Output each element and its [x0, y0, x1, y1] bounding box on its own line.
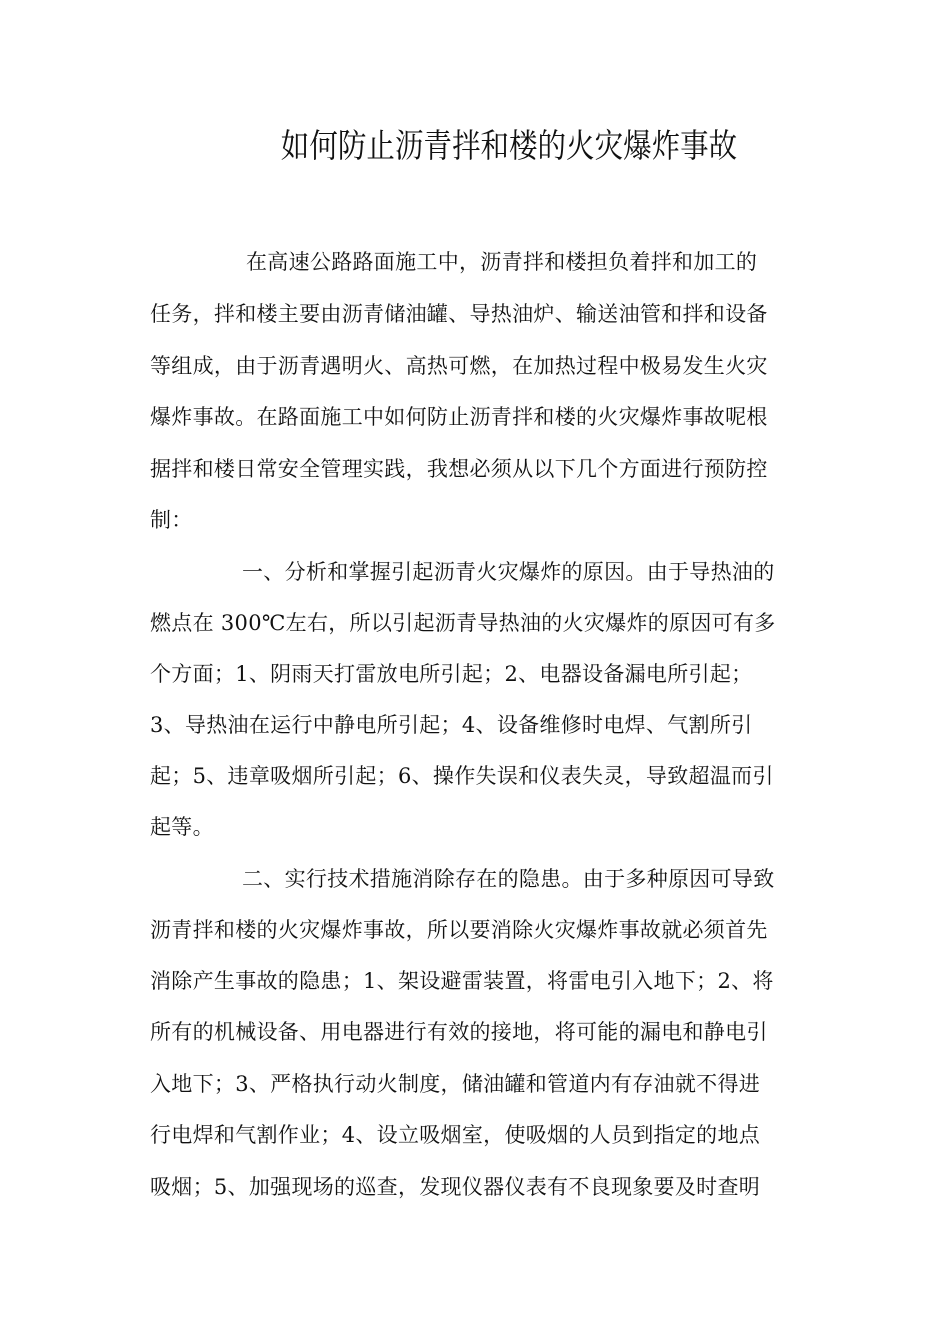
paragraph-line: 吸烟；5、加强现场的巡查，发现仪器仪表有不良现象要及时查明: [150, 1175, 761, 1199]
paragraph-line: 消除产生事故的隐患；1、架设避雷装置，将雷电引入地下；2、将: [150, 969, 774, 993]
paragraph-line: 起等。: [150, 815, 214, 839]
paragraph-line: 所有的机械设备、用电器进行有效的接地，将可能的漏电和静电引: [150, 1020, 768, 1044]
paragraph-line: 等组成，由于沥青遇明火、高热可燃，在加热过程中极易发生火灾: [150, 354, 768, 378]
paragraph-line: 沥青拌和楼的火灾爆炸事故，所以要消除火灾爆炸事故就必须首先: [150, 918, 768, 942]
paragraph-line: 据拌和楼日常安全管理实践，我想必须从以下几个方面进行预防控: [150, 457, 768, 481]
paragraph-line: 二、实行技术措施消除存在的隐患。由于多种原因可导致: [242, 867, 775, 891]
paragraph-line: 入地下；3、严格执行动火制度，储油罐和管道内有存油就不得进: [150, 1072, 761, 1096]
paragraph-line: 行电焊和气割作业；4、设立吸烟室，使吸烟的人员到指定的地点: [150, 1123, 761, 1147]
paragraph-line: 3、导热油在运行中静电所引起；4、设备维修时电焊、气割所引: [150, 713, 753, 737]
paragraph-line: 燃点在 300℃左右，所以引起沥青导热油的火灾爆炸的原因可有多: [150, 611, 776, 635]
paragraph-line: 爆炸事故。在路面施工中如何防止沥青拌和楼的火灾爆炸事故呢根: [150, 405, 768, 429]
paragraph-line: 一、分析和掌握引起沥青火灾爆炸的原因。由于导热油的: [242, 560, 775, 584]
paragraph-line: 起；5、违章吸烟所引起；6、操作失误和仪表失灵，导致超温而引: [150, 764, 774, 788]
paragraph-line: 在高速公路路面施工中，沥青拌和楼担负着拌和加工的: [246, 250, 758, 274]
paragraph-line: 制：: [150, 508, 193, 532]
paragraph-line: 个方面；1、阴雨天打雷放电所引起；2、电器设备漏电所引起；: [150, 662, 753, 686]
document-title: 如何防止沥青拌和楼的火灾爆炸事故: [280, 126, 738, 165]
paragraph-line: 任务，拌和楼主要由沥青储油罐、导热油炉、输送油管和拌和设备: [150, 302, 768, 326]
